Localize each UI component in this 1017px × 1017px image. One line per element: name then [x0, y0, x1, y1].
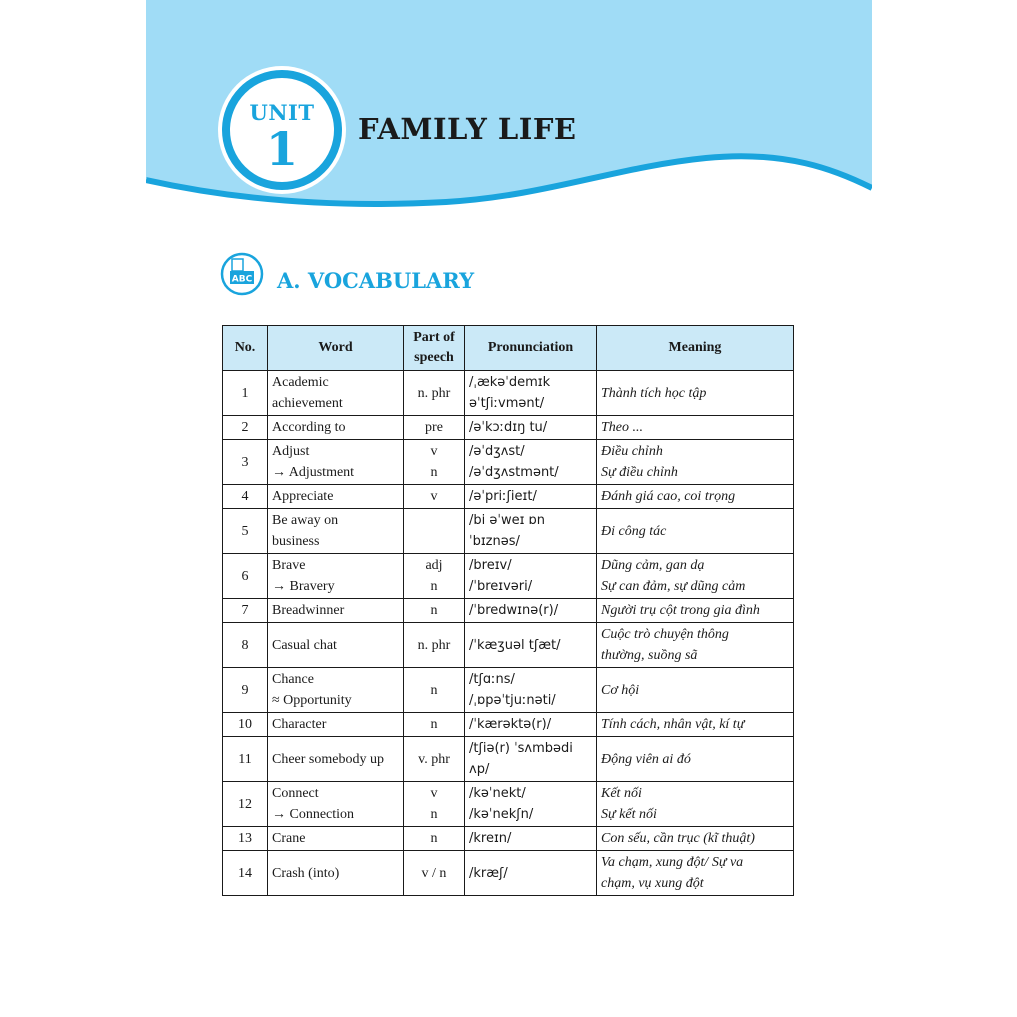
cell-word-line: business — [272, 534, 320, 549]
unit-badge — [222, 70, 342, 190]
cell-word-line: Adjust — [272, 444, 310, 459]
table-row — [223, 554, 794, 599]
cell-pronunciation — [465, 737, 597, 782]
cell-pronunciation-line: /əˈdʒʌstmənt/ — [469, 465, 559, 480]
cell-meaning — [597, 509, 794, 554]
column-header-pronunciation: Pronunciation — [465, 326, 597, 371]
cell-meaning — [597, 416, 794, 440]
cell-no: 12 — [223, 782, 268, 827]
cell-word-line: Be away on — [272, 513, 339, 528]
cell-meaning-line: Điều chỉnh — [601, 444, 663, 459]
cell-meaning — [597, 668, 794, 713]
cell-word — [268, 554, 404, 599]
cell-part-of-speech-line: n — [430, 831, 438, 846]
table-row — [223, 599, 794, 623]
cell-word — [268, 713, 404, 737]
cell-part-of-speech — [404, 416, 465, 440]
cell-word-line: Academic — [272, 375, 329, 390]
cell-word — [268, 599, 404, 623]
cell-meaning-line: Con sếu, cần trục (kĩ thuật) — [601, 831, 755, 846]
cell-word-line: ≈ Opportunity — [272, 693, 352, 708]
cell-word-line: Brave — [272, 558, 306, 573]
cell-pronunciation-line: /ˈkæʒuəl tʃæt/ — [469, 637, 561, 653]
cell-pronunciation-line: ʌp/ — [469, 762, 490, 777]
unit-title: FAMILY LIFE — [358, 112, 577, 146]
cell-pronunciation — [465, 623, 597, 668]
table-row — [223, 713, 794, 737]
section-heading: A. VOCABULARY — [277, 268, 475, 293]
cell-word — [268, 827, 404, 851]
cell-word-line: → Bravery — [272, 579, 335, 594]
cell-meaning — [597, 371, 794, 416]
cell-pronunciation-line: /kreɪn/ — [469, 831, 512, 846]
cell-meaning-line: Va chạm, xung đột/ Sự va — [601, 855, 744, 870]
cell-part-of-speech — [404, 440, 465, 485]
cell-word-line: Crane — [272, 831, 306, 846]
cell-no: 11 — [223, 737, 268, 782]
cell-word-line: Breadwinner — [272, 603, 345, 618]
column-header-meaning: Meaning — [597, 326, 794, 371]
cell-part-of-speech — [404, 599, 465, 623]
cell-pronunciation — [465, 782, 597, 827]
cell-no: 1 — [223, 371, 268, 416]
cell-meaning — [597, 440, 794, 485]
cell-meaning — [597, 599, 794, 623]
cell-word — [268, 440, 404, 485]
cell-meaning-line: Sự can đảm, sự dũng cảm — [601, 579, 746, 594]
cell-word-line: Character — [272, 717, 327, 732]
cell-part-of-speech — [404, 509, 465, 554]
unit-number: 1 — [265, 122, 298, 176]
cell-pronunciation-line: /ˈkærəktə(r)/ — [469, 717, 552, 732]
cell-pronunciation — [465, 371, 597, 416]
table-row — [223, 440, 794, 485]
cell-word — [268, 668, 404, 713]
cell-pronunciation-line: /əˈdʒʌst/ — [469, 444, 525, 459]
cell-word-line: Crash (into) — [272, 865, 340, 881]
cell-pronunciation — [465, 554, 597, 599]
column-header-part-of-speech: Part of speech — [404, 326, 465, 371]
cell-no: 13 — [223, 827, 268, 851]
cell-pronunciation-line: /kræʃ/ — [469, 865, 508, 881]
unit-label: UNIT — [249, 100, 315, 125]
cell-word-line: According to — [272, 420, 346, 435]
cell-no: 7 — [223, 599, 268, 623]
cell-word-line: Casual chat — [272, 637, 337, 653]
cell-meaning-line: Cuộc trò chuyện thông — [601, 627, 729, 642]
cell-no: 14 — [223, 851, 268, 896]
cell-part-of-speech — [404, 371, 465, 416]
cell-pronunciation — [465, 599, 597, 623]
cell-no: 10 — [223, 713, 268, 737]
cell-part-of-speech — [404, 827, 465, 851]
cell-word-line: → Adjustment — [272, 465, 355, 480]
cell-part-of-speech-line: n. phr — [417, 637, 451, 653]
cell-pronunciation-line: /kəˈnekʃn/ — [469, 807, 534, 822]
table-row — [223, 509, 794, 554]
cell-meaning — [597, 713, 794, 737]
cell-no: 3 — [223, 440, 268, 485]
cell-pronunciation-line: /ˈbreɪvəri/ — [469, 579, 533, 594]
cell-part-of-speech-line: v — [430, 489, 438, 504]
cell-pronunciation-line: əˈtʃiːvmənt/ — [469, 396, 545, 411]
cell-part-of-speech-line: adj — [425, 558, 443, 573]
cell-no: 9 — [223, 668, 268, 713]
cell-pronunciation — [465, 668, 597, 713]
cell-pronunciation-line: /əˈkɔːdɪŋ tu/ — [469, 420, 548, 435]
cell-meaning-line: thường, suồng sã — [601, 648, 698, 663]
table-row — [223, 851, 794, 896]
cell-meaning — [597, 623, 794, 668]
cell-meaning-line: Kết nối — [601, 786, 642, 801]
cell-meaning — [597, 827, 794, 851]
cell-no: 8 — [223, 623, 268, 668]
cell-pronunciation-line: /tʃɑːns/ — [469, 672, 515, 687]
cell-part-of-speech-line: pre — [425, 420, 443, 435]
table-row — [223, 416, 794, 440]
cell-pronunciation — [465, 851, 597, 896]
table-row — [223, 668, 794, 713]
cell-word — [268, 416, 404, 440]
cell-no: 2 — [223, 416, 268, 440]
cell-part-of-speech — [404, 737, 465, 782]
cell-word — [268, 782, 404, 827]
table-row — [223, 737, 794, 782]
column-header-word: Word — [268, 326, 404, 371]
vocabulary-table — [222, 325, 794, 896]
cell-meaning — [597, 782, 794, 827]
cell-part-of-speech — [404, 623, 465, 668]
cell-meaning-line: Đánh giá cao, coi trọng — [601, 489, 736, 504]
cell-word-line: Connect — [272, 786, 319, 801]
table-row — [223, 623, 794, 668]
cell-no: 4 — [223, 485, 268, 509]
cell-pronunciation-line: /kəˈnekt/ — [469, 786, 526, 801]
cell-no: 6 — [223, 554, 268, 599]
table-row — [223, 485, 794, 509]
cell-meaning — [597, 554, 794, 599]
cell-pronunciation — [465, 827, 597, 851]
cell-pronunciation-line: /ˌækəˈdemɪk — [469, 375, 551, 390]
cell-pronunciation-line: ˈbɪznəs/ — [469, 534, 520, 549]
cell-word-line: Chance — [272, 672, 314, 687]
cell-no: 5 — [223, 509, 268, 554]
table-row — [223, 371, 794, 416]
cell-pronunciation — [465, 509, 597, 554]
table-row — [223, 782, 794, 827]
cell-meaning-line: chạm, vụ xung đột — [601, 876, 704, 891]
cell-part-of-speech — [404, 485, 465, 509]
cell-meaning-line: Cơ hội — [601, 682, 640, 698]
cell-part-of-speech-line: v. phr — [418, 751, 450, 767]
cell-pronunciation-line: /tʃiə(r) ˈsʌmbədi — [469, 741, 573, 756]
cell-pronunciation — [465, 485, 597, 509]
cell-word — [268, 851, 404, 896]
cell-part-of-speech — [404, 713, 465, 737]
cell-meaning-line: Sự điều chỉnh — [601, 465, 678, 480]
cell-part-of-speech — [404, 851, 465, 896]
cell-part-of-speech-line: v — [430, 444, 438, 459]
cell-pronunciation-line: /breɪv/ — [469, 558, 512, 573]
cell-word-line: achievement — [272, 396, 343, 411]
table-body — [223, 371, 794, 896]
table-row — [223, 827, 794, 851]
cell-meaning — [597, 851, 794, 896]
cell-part-of-speech-line: n — [430, 807, 438, 822]
cell-part-of-speech-line: n — [430, 717, 438, 732]
cell-pronunciation-line: /bi əˈweɪ ɒn — [469, 513, 546, 528]
cell-pronunciation — [465, 416, 597, 440]
cell-word-line: Appreciate — [272, 489, 334, 504]
cell-part-of-speech — [404, 782, 465, 827]
cell-part-of-speech-line: n. phr — [417, 385, 451, 401]
cell-pronunciation-line: /əˈpriːʃieɪt/ — [469, 489, 537, 504]
cell-meaning-line: Sự kết nối — [601, 807, 657, 822]
cell-meaning-line: Tính cách, nhân vật, kí tự — [601, 717, 745, 732]
cell-meaning-line: Động viên ai đó — [601, 751, 691, 767]
cell-part-of-speech-line: n — [430, 579, 438, 594]
cell-part-of-speech-line: v / n — [421, 865, 447, 881]
cell-meaning — [597, 737, 794, 782]
cell-meaning — [597, 485, 794, 509]
cell-word-line: Cheer somebody up — [272, 751, 384, 767]
cell-part-of-speech — [404, 668, 465, 713]
cell-word — [268, 371, 404, 416]
cell-meaning-line: Theo ... — [601, 420, 643, 435]
cell-pronunciation — [465, 713, 597, 737]
cell-pronunciation-line: /ˈbredwɪnə(r)/ — [469, 603, 559, 618]
column-header-no: No. — [223, 326, 268, 371]
cell-part-of-speech-line: n — [430, 603, 438, 618]
cell-word — [268, 737, 404, 782]
cell-meaning-line: Thành tích học tập — [601, 385, 707, 401]
cell-word — [268, 485, 404, 509]
abc-book-icon — [220, 252, 264, 296]
cell-meaning-line: Đi công tác — [601, 523, 667, 539]
cell-part-of-speech-line: n — [430, 682, 438, 698]
abc-icon-label: ABC — [231, 274, 253, 285]
cell-meaning-line: Dũng cảm, gan dạ — [601, 558, 705, 573]
cell-part-of-speech-line: v — [430, 786, 438, 801]
cell-part-of-speech-line: n — [430, 465, 438, 480]
cell-pronunciation — [465, 440, 597, 485]
cell-meaning-line: Người trụ cột trong gia đình — [601, 603, 760, 618]
cell-part-of-speech — [404, 554, 465, 599]
cell-word-line: → Connection — [272, 807, 355, 822]
cell-pronunciation-line: /ˌɒpəˈtjuːnəti/ — [469, 693, 556, 708]
cell-word — [268, 509, 404, 554]
cell-word — [268, 623, 404, 668]
table-header-row — [223, 326, 794, 371]
